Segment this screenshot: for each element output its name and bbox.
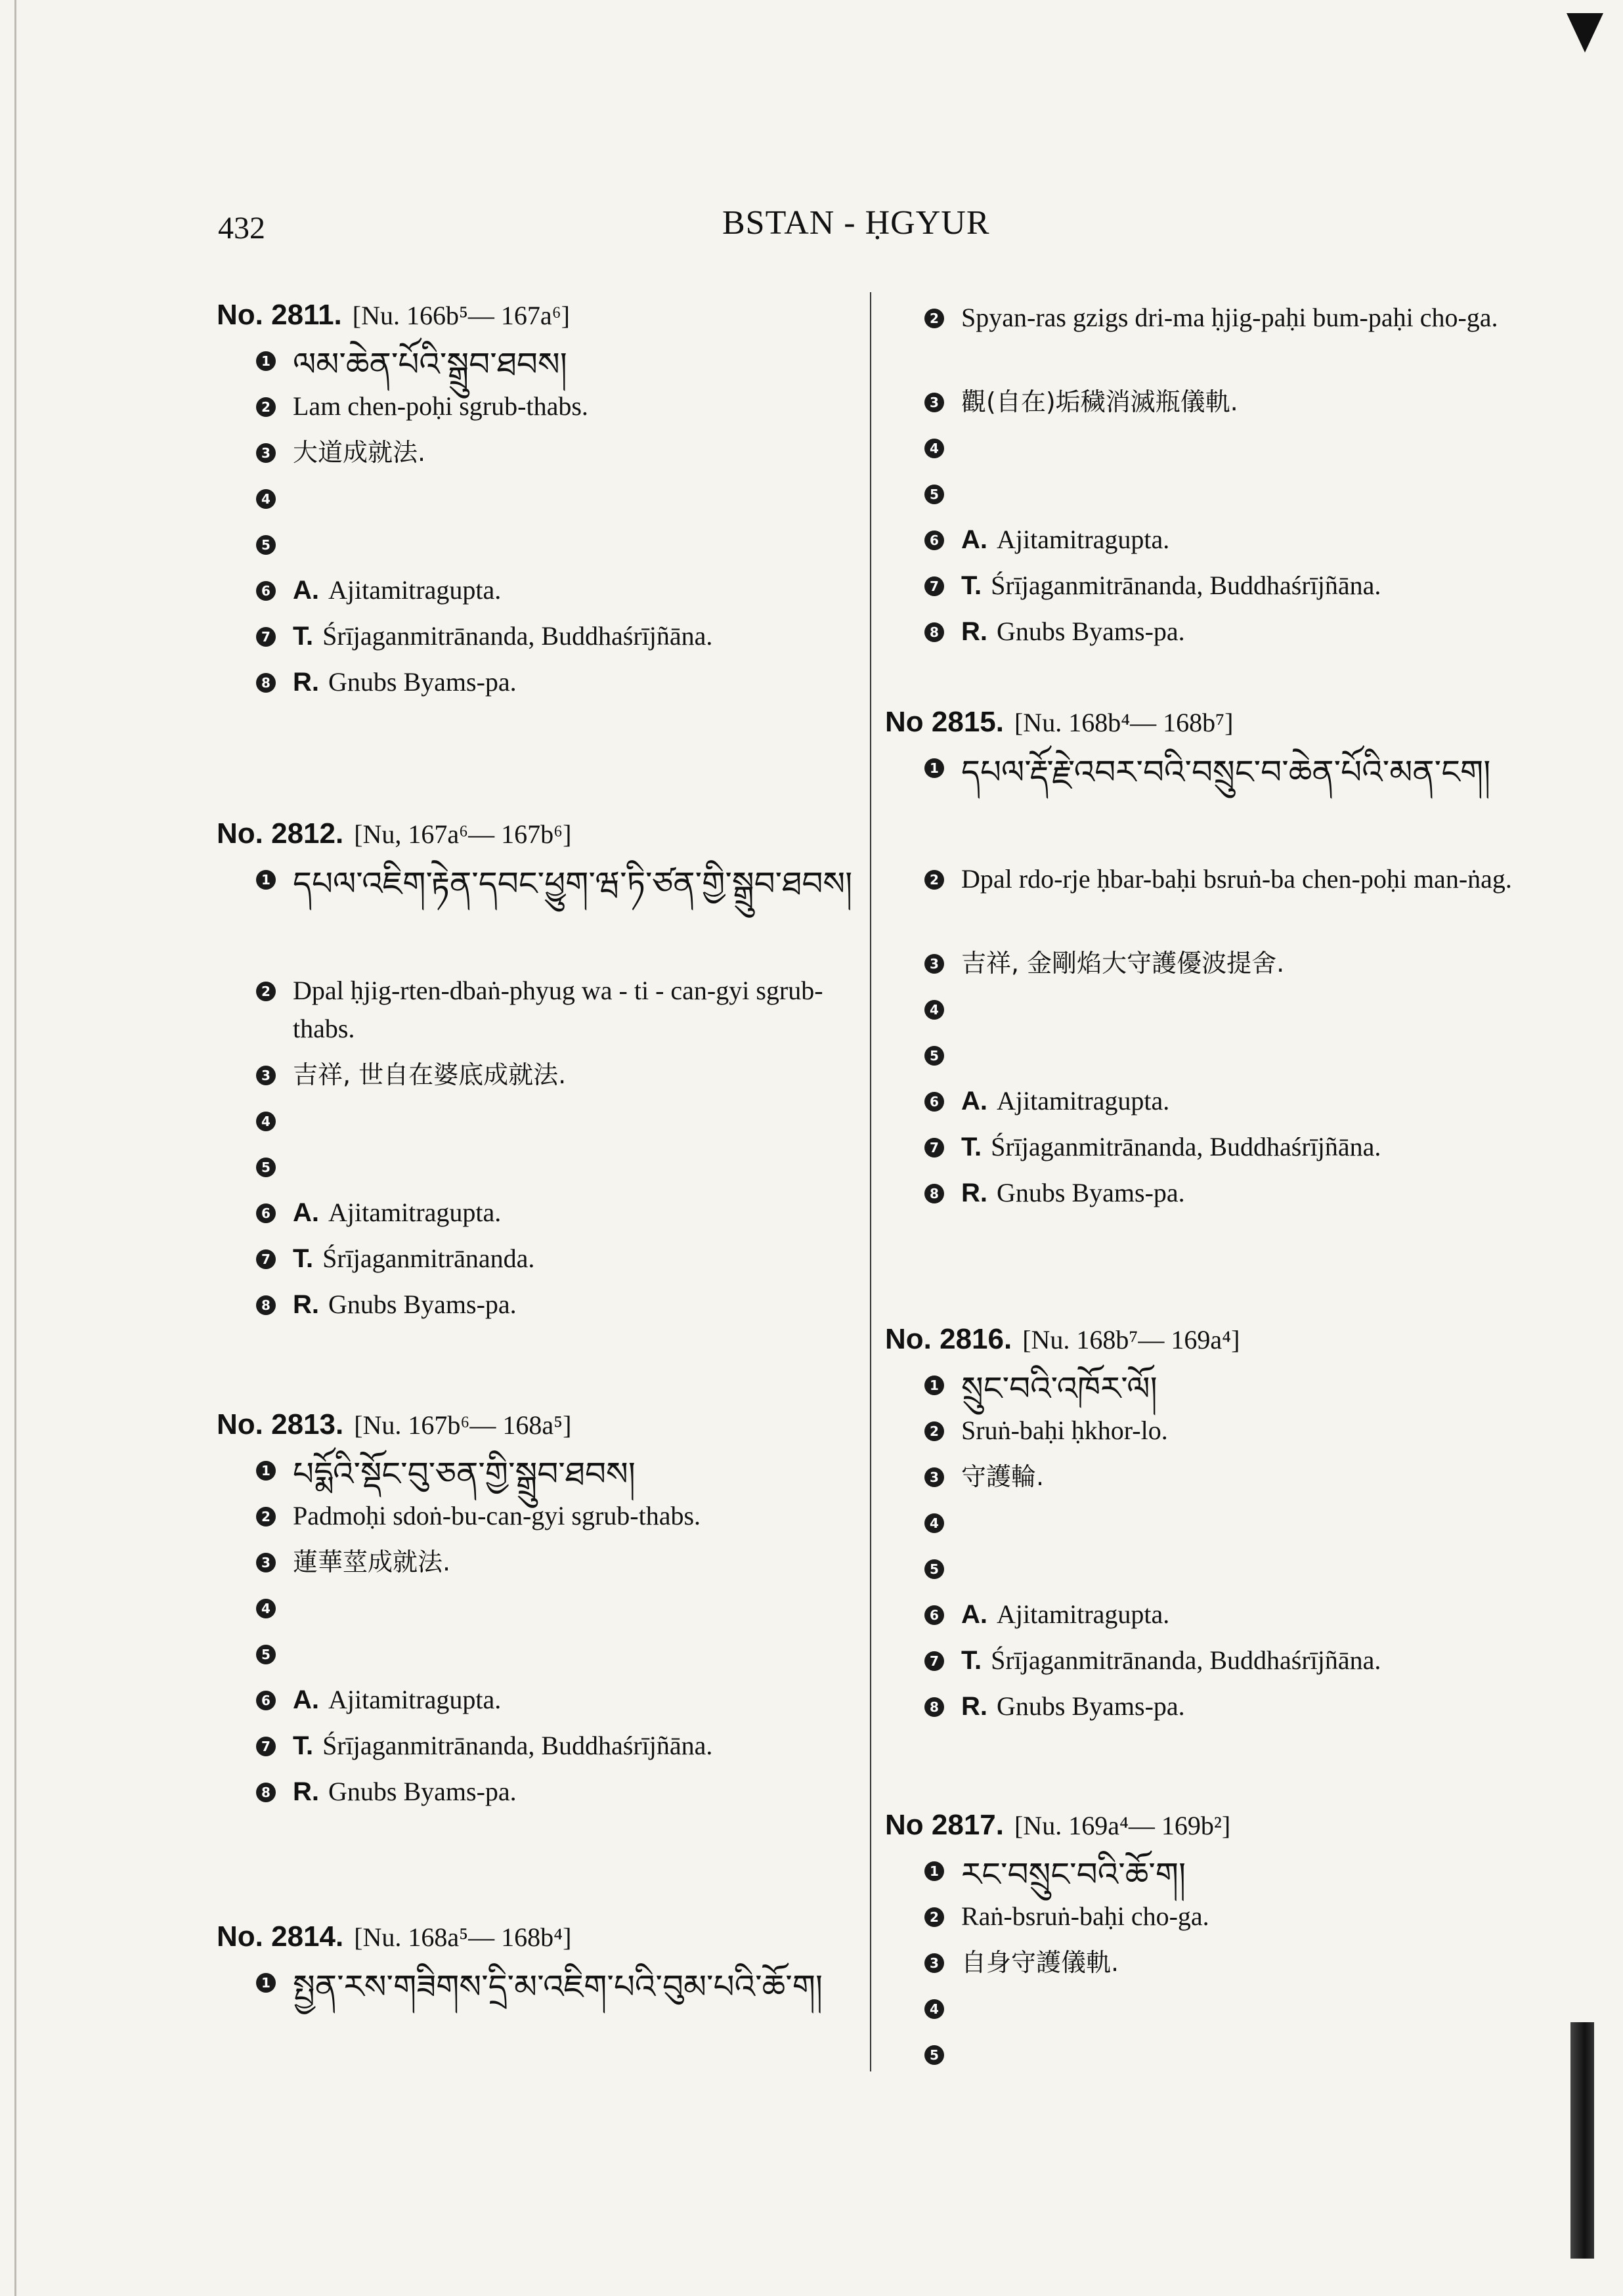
chinese-title: 守護輪. [961, 1462, 1045, 1491]
reviser-row [217, 1286, 873, 1332]
reviser-name: Gnubs Byams-pa. [328, 1289, 517, 1319]
entry-heading [217, 808, 873, 860]
translator-row [885, 1641, 1542, 1687]
entry-reference: [Nu. 168b⁷— 169a⁴] [1022, 1325, 1240, 1354]
reviser-label: R. [961, 1179, 987, 1207]
chinese-title: 大道成就法. [293, 438, 426, 467]
empty-row [885, 475, 1542, 521]
catalog-entry [217, 1911, 873, 2075]
translator-names: Śrījaganmitrānanda, Buddhaśrījñāna. [322, 1731, 713, 1760]
empty-row [217, 479, 873, 525]
empty-row [885, 990, 1542, 1036]
translator-row [885, 567, 1542, 613]
tibetan-title: པདྨོའི་སྡོང་བུ་ཅན་གྱི་སྒྲུབ་ཐབས། [293, 1455, 636, 1493]
translator-label: T. [293, 622, 314, 651]
entry-number: No 2817. [885, 1809, 1004, 1841]
circled-number-4-icon: 4 [256, 489, 276, 509]
author-name: Ajitamitragupta. [997, 525, 1170, 554]
circled-number-7-icon: 7 [924, 1651, 944, 1671]
reviser-name: Gnubs Byams-pa. [997, 1178, 1185, 1207]
circled-number-1-icon: 1 [256, 870, 276, 890]
circled-number-1-icon: 1 [924, 1861, 944, 1881]
running-title: BSTAN - ḤGYUR [722, 204, 990, 242]
circled-number-8-icon: 8 [256, 1783, 276, 1802]
circled-number-5-icon: 5 [256, 535, 276, 555]
author-name: Ajitamitragupta. [997, 1086, 1170, 1116]
transliteration-row [885, 1412, 1542, 1458]
translator-label: T. [293, 1244, 314, 1273]
empty-row [885, 1549, 1542, 1595]
empty-row [217, 1148, 873, 1194]
circled-number-5-icon: 5 [924, 1046, 944, 1066]
translator-row [217, 1240, 873, 1286]
circled-number-8-icon: 8 [256, 673, 276, 693]
circled-number-2-icon: 2 [924, 1421, 944, 1441]
circled-number-4-icon: 4 [256, 1599, 276, 1618]
reviser-label: R. [293, 668, 319, 697]
translator-names: Śrījaganmitrānanda, Buddhaśrījñāna. [991, 1132, 1381, 1161]
catalog-entry-continued [885, 299, 1542, 659]
page-header [0, 197, 1623, 256]
circled-number-4-icon: 4 [924, 1513, 944, 1533]
chinese-title: 觀(自在)垢穢消滅瓶儀軌. [961, 387, 1238, 416]
tibetan-title: རང་བསྲུང་བའི་ཆོ་ག། [961, 1855, 1186, 1894]
author-label: A. [961, 1087, 987, 1116]
translator-label: T. [961, 1646, 982, 1675]
transliteration: Dpal rdo-rje ḥbar-baḥi bsruṅ-ba chen-poḥi man-ṅag. [961, 864, 1512, 894]
author-label: A. [293, 1198, 319, 1227]
empty-row [217, 1635, 873, 1681]
circled-number-2-icon: 2 [256, 397, 276, 417]
page-number: 432 [218, 211, 265, 246]
author-row [885, 1082, 1542, 1128]
entry-reference: [Nu. 168a⁵— 168b⁴] [354, 1922, 572, 1952]
chinese-title: 自身守護儀軌. [961, 1948, 1119, 1977]
circled-number-3-icon: 3 [924, 954, 944, 974]
entry-heading [217, 1911, 873, 1963]
empty-row [885, 1036, 1542, 1082]
circled-number-7-icon: 7 [924, 1138, 944, 1158]
tibetan-title-row [217, 860, 873, 972]
circled-number-7-icon: 7 [924, 576, 944, 596]
circled-number-5-icon: 5 [924, 485, 944, 504]
catalog-entry [885, 1799, 1542, 2081]
circled-number-3-icon: 3 [924, 1467, 944, 1487]
circled-number-4-icon: 4 [256, 1112, 276, 1131]
reviser-label: R. [961, 1692, 987, 1721]
translator-label: T. [961, 571, 982, 600]
corner-mark-icon [1567, 13, 1603, 53]
circled-number-5-icon: 5 [924, 2045, 944, 2065]
transliteration-row [885, 1897, 1542, 1943]
entry-number: No. 2813. [217, 1408, 344, 1440]
entry-number: No. 2814. [217, 1920, 344, 1953]
reviser-row [885, 613, 1542, 659]
translator-names: Śrījaganmitrānanda, Buddhaśrījñāna. [991, 571, 1381, 600]
entry-reference: [Nu, 167a⁶— 167b⁶] [354, 819, 572, 849]
author-name: Ajitamitragupta. [328, 1198, 502, 1227]
catalog-entry [217, 1398, 873, 1819]
reviser-row [885, 1174, 1542, 1220]
translator-label: T. [293, 1731, 314, 1760]
tibetan-title-row [885, 1366, 1542, 1412]
author-name: Ajitamitragupta. [328, 575, 502, 605]
translator-row [217, 1727, 873, 1773]
catalog-entry [885, 696, 1542, 1220]
tibetan-title-row [885, 748, 1542, 860]
translator-label: T. [961, 1133, 982, 1161]
translator-names: Śrījaganmitrānanda, Buddhaśrījñāna. [322, 621, 713, 651]
transliteration: Dpal ḥjig-rten-dbaṅ-phyug wa - ti - can-gyi sgrub-thabs. [293, 976, 823, 1043]
circled-number-1-icon: 1 [256, 351, 276, 371]
circled-number-1-icon: 1 [256, 1973, 276, 1993]
entry-number: No. 2811. [217, 299, 342, 331]
circled-number-2-icon: 2 [256, 982, 276, 1001]
circled-number-6-icon: 6 [256, 1691, 276, 1710]
circled-number-7-icon: 7 [256, 627, 276, 647]
circled-number-2-icon: 2 [256, 1507, 276, 1527]
circled-number-8-icon: 8 [924, 622, 944, 642]
transliteration-row [885, 299, 1542, 383]
empty-row [885, 2035, 1542, 2081]
circled-number-3-icon: 3 [256, 443, 276, 463]
transliteration: Lam chen-poḥi sgrub-thabs. [293, 391, 588, 421]
author-row [217, 1194, 873, 1240]
circled-number-6-icon: 6 [256, 1203, 276, 1223]
chinese-title-row [885, 1458, 1542, 1504]
author-name: Ajitamitragupta. [997, 1599, 1170, 1629]
tibetan-title-row [217, 1451, 873, 1497]
reviser-name: Gnubs Byams-pa. [997, 1691, 1185, 1721]
author-row [885, 1595, 1542, 1641]
circled-number-4-icon: 4 [924, 439, 944, 458]
empty-row [885, 1989, 1542, 2035]
chinese-title-row [217, 1543, 873, 1589]
translator-row [217, 617, 873, 663]
circled-number-1-icon: 1 [256, 1461, 276, 1481]
tibetan-title: དཔལ་རྡོ་རྗེ་འབར་བའི་བསྲུང་བ་ཆེན་པོའི་མན་ངག། [961, 753, 1491, 791]
entry-reference: [Nu. 167b⁶— 168a⁵] [354, 1410, 572, 1440]
reviser-label: R. [293, 1777, 319, 1806]
empty-row [885, 429, 1542, 475]
binding-shadow [1570, 2022, 1594, 2259]
reviser-row [217, 663, 873, 709]
entry-heading [217, 289, 873, 341]
chinese-title: 吉祥, 世自在婆底成就法. [293, 1060, 567, 1089]
circled-number-2-icon: 2 [924, 309, 944, 328]
circled-number-6-icon: 6 [256, 581, 276, 601]
circled-number-4-icon: 4 [924, 1000, 944, 1020]
circled-number-8-icon: 8 [256, 1295, 276, 1315]
entry-heading [885, 1313, 1542, 1366]
author-label: A. [293, 576, 319, 605]
entry-number: No. 2812. [217, 817, 344, 850]
tibetan-title: ལམ་ཆེན་པོའི་སྒྲུབ་ཐབས། [293, 345, 567, 383]
page-edge-shadow [14, 0, 16, 2296]
reviser-label: R. [961, 617, 987, 646]
chinese-title-row [885, 944, 1542, 990]
circled-number-3-icon: 3 [256, 1553, 276, 1572]
circled-number-2-icon: 2 [924, 870, 944, 890]
author-row [885, 521, 1542, 567]
author-name: Ajitamitragupta. [328, 1685, 502, 1714]
circled-number-5-icon: 5 [256, 1645, 276, 1664]
transliteration-row [217, 972, 873, 1056]
entry-number: No. 2816. [885, 1323, 1012, 1355]
reviser-row [217, 1773, 873, 1819]
empty-row [217, 1589, 873, 1635]
tibetan-title-row [217, 1963, 873, 2075]
author-row [217, 571, 873, 617]
reviser-row [885, 1687, 1542, 1733]
transliteration: Sruṅ-baḥi ḥkhor-lo. [961, 1416, 1168, 1445]
tibetan-title-row [885, 1852, 1542, 1897]
empty-row [217, 1102, 873, 1148]
empty-row [217, 525, 873, 571]
circled-number-3-icon: 3 [256, 1066, 276, 1085]
catalog-entry [217, 289, 873, 709]
author-label: A. [961, 525, 987, 554]
entry-heading [885, 1799, 1542, 1852]
catalog-entry [885, 1313, 1542, 1733]
translator-row [885, 1128, 1542, 1174]
reviser-label: R. [293, 1290, 319, 1319]
circled-number-6-icon: 6 [924, 1092, 944, 1112]
transliteration-row [217, 1497, 873, 1543]
tibetan-title: དཔལ་འཇིག་རྟེན་དབང་ཕྱུག་ཝ་ཏི་ཙན་གྱི་སྒྲུབ་ཐབས། [293, 865, 853, 903]
entry-heading [217, 1398, 873, 1451]
tibetan-title: སྤྱན་རས་གཟིགས་དྲི་མ་འཇིག་པའི་བུམ་པའི་ཆོ་ག། [293, 1968, 823, 2006]
chinese-title-row [217, 433, 873, 479]
entry-reference: [Nu. 166b⁵— 167a⁶] [352, 301, 570, 330]
translator-names: Śrījaganmitrānanda, Buddhaśrījñāna. [991, 1645, 1381, 1675]
chinese-title-row [217, 1056, 873, 1102]
chinese-title-row [885, 1943, 1542, 1989]
circled-number-1-icon: 1 [924, 758, 944, 778]
circled-number-5-icon: 5 [924, 1559, 944, 1579]
chinese-title: 吉祥, 金剛焰大守護優波提舍. [961, 949, 1285, 978]
circled-number-6-icon: 6 [924, 531, 944, 550]
circled-number-2-icon: 2 [924, 1907, 944, 1927]
chinese-title: 蓮華莖成就法. [293, 1548, 451, 1576]
circled-number-3-icon: 3 [924, 393, 944, 412]
circled-number-3-icon: 3 [924, 1953, 944, 1973]
entry-reference: [Nu. 168b⁴— 168b⁷] [1014, 708, 1234, 737]
empty-row [885, 1504, 1542, 1549]
circled-number-8-icon: 8 [924, 1697, 944, 1717]
circled-number-6-icon: 6 [924, 1605, 944, 1625]
tibetan-title: སྲུང་བའི་འཁོར་ལོ། [961, 1370, 1158, 1408]
author-label: A. [961, 1600, 987, 1629]
reviser-name: Gnubs Byams-pa. [328, 667, 517, 697]
transliteration: Spyan-ras gzigs dri-ma ḥjig-paḥi bum-paḥi cho-ga. [961, 303, 1498, 332]
entry-reference: [Nu. 169a⁴— 169b²] [1014, 1811, 1231, 1840]
circled-number-1-icon: 1 [924, 1375, 944, 1395]
chinese-title-row [885, 383, 1542, 429]
circled-number-7-icon: 7 [256, 1737, 276, 1756]
circled-number-5-icon: 5 [256, 1158, 276, 1177]
catalog-entry [217, 808, 873, 1332]
author-label: A. [293, 1685, 319, 1714]
translator-names: Śrījaganmitrānanda. [322, 1244, 535, 1273]
transliteration: Padmoḥi sdoṅ-bu-can-gyi sgrub-thabs. [293, 1501, 701, 1530]
reviser-name: Gnubs Byams-pa. [997, 617, 1185, 646]
reviser-name: Gnubs Byams-pa. [328, 1777, 517, 1806]
circled-number-7-icon: 7 [256, 1249, 276, 1269]
author-row [217, 1681, 873, 1727]
entry-heading [885, 696, 1542, 748]
transliteration-row [217, 387, 873, 433]
transliteration-row [885, 860, 1542, 944]
transliteration: Raṅ-bsruṅ-baḥi cho-ga. [961, 1901, 1209, 1931]
tibetan-title-row [217, 341, 873, 387]
entry-number: No 2815. [885, 706, 1004, 738]
circled-number-4-icon: 4 [924, 1999, 944, 2019]
circled-number-8-icon: 8 [924, 1184, 944, 1203]
